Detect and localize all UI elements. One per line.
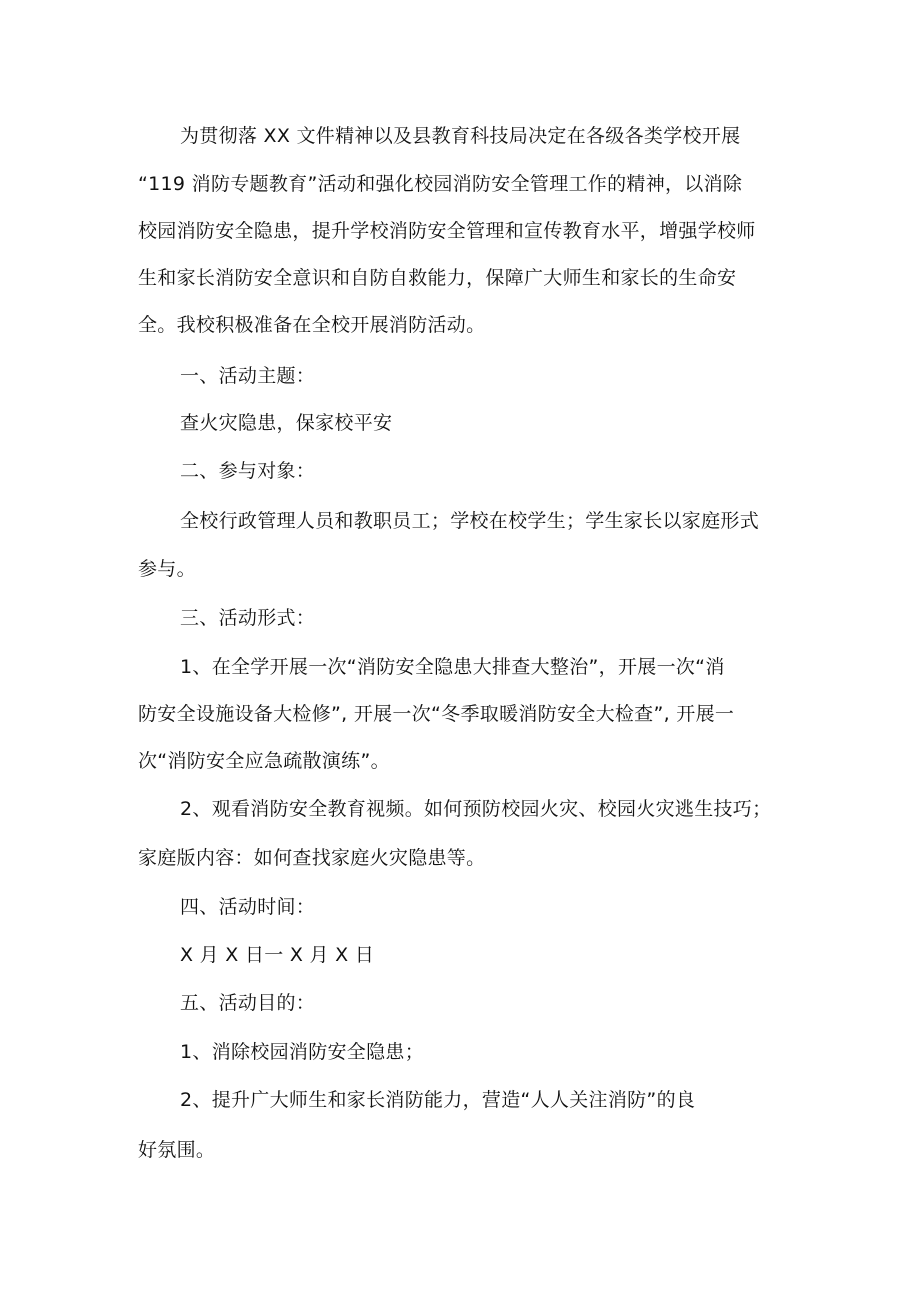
- section-1-body: 查火灾隐患，保家校平安: [180, 412, 393, 434]
- section-3-item-1-line-3: 次“消防安全应急疏散演练”。: [138, 750, 390, 772]
- intro-paragraph-line-4: 生和家长消防安全意识和自防自救能力，保障广大师生和家长的生命安: [138, 267, 737, 289]
- intro-paragraph-line-1: 为贯彻落 XX 文件精神以及县教育科技局决定在各级各类学校开展: [180, 125, 741, 147]
- section-3-item-1-line-1: 1、在全学开展一次“消防安全隐患大排查大整治”，开展一次“消: [180, 656, 725, 678]
- intro-paragraph-line-5: 全。我校积极准备在全校开展消防活动。: [138, 314, 486, 336]
- section-3-item-1-line-2: 防安全设施设备大检修”, 开展一次“冬季取暖消防安全大检查”, 开展一: [138, 703, 735, 725]
- intro-paragraph-line-3: 校园消防安全隐患，提升学校消防安全管理和宣传教育水平，增强学校师: [138, 220, 756, 242]
- section-4-body: X 月 X 日一 X 月 X 日: [180, 944, 375, 966]
- section-1-heading: 一、活动主题：: [180, 365, 316, 387]
- intro-paragraph-line-2: “119 消防专题教育”活动和强化校园消防安全管理工作的精神，以消除: [138, 173, 743, 195]
- section-2-body-line-1: 全校行政管理人员和教职员工；学校在校学生；学生家长以家庭形式: [180, 510, 760, 532]
- section-3-item-2-line-2: 家庭版内容：如何查找家庭火灾隐患等。: [138, 847, 486, 869]
- section-5-item-2-line-2: 好氛围。: [138, 1139, 216, 1161]
- section-5-item-2-line-1: 2、提升广大师生和家长消防能力，营造“人人关注消防”的良: [180, 1089, 696, 1111]
- section-5-item-1: 1、消除校园消防安全隐患；: [180, 1041, 424, 1063]
- section-3-heading: 三、活动形式：: [180, 607, 316, 629]
- section-3-item-2-line-1: 2、观看消防安全教育视频。如何预防校园火灾、校园火灾逃生技巧；: [180, 798, 772, 820]
- section-2-heading: 二、参与对象：: [180, 460, 316, 482]
- section-4-heading: 四、活动时间：: [180, 896, 316, 918]
- section-2-body-line-2: 参与。: [138, 558, 196, 580]
- section-5-heading: 五、活动目的：: [180, 992, 316, 1014]
